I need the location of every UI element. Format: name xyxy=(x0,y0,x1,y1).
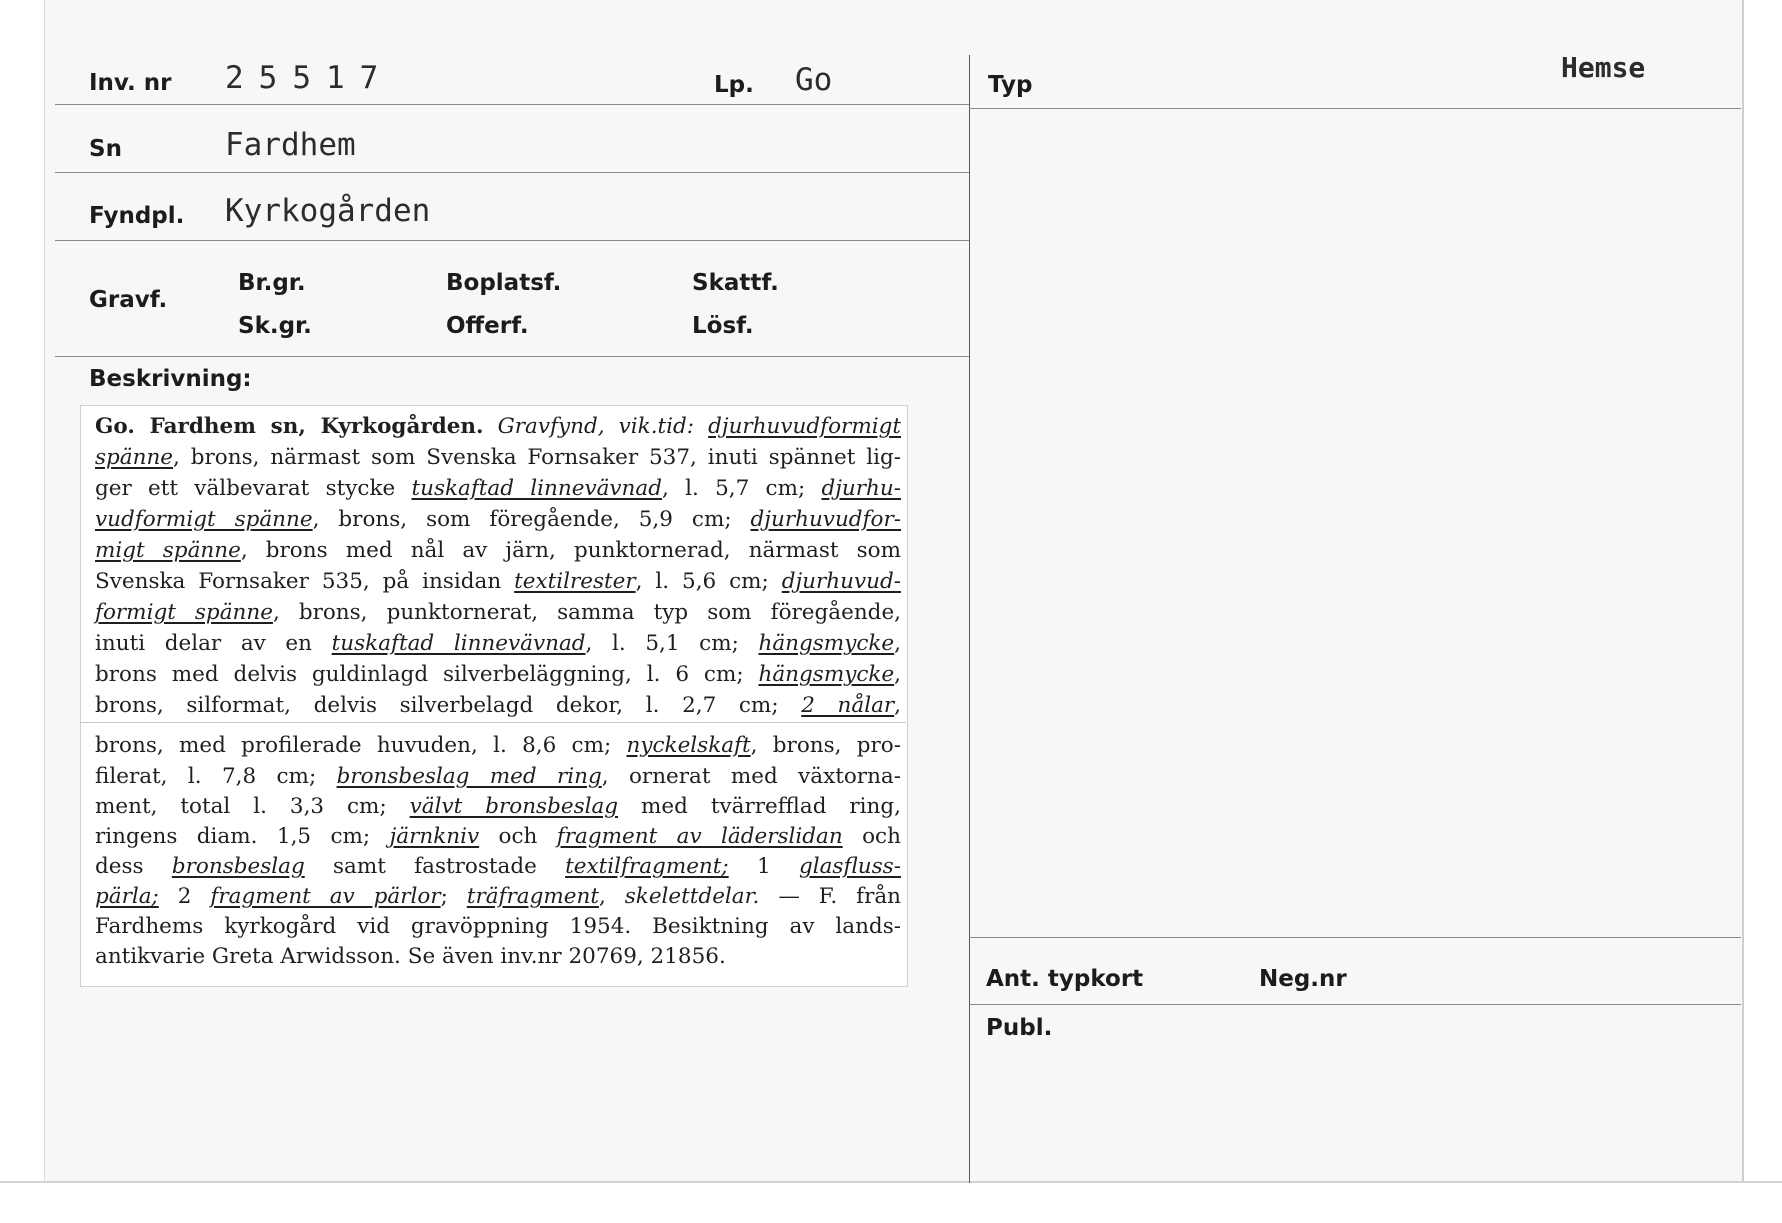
offerf-label: Offerf. xyxy=(446,313,529,339)
scan-right-margin xyxy=(1742,0,1782,1223)
scan-left-margin xyxy=(0,0,45,1223)
description-line-16: pärla; 2 fragment av pärlor; träfragment, skelettdelar. — F. från xyxy=(95,884,902,909)
description-line-17: Fardhems kyrkogård vid gravöppning 1954. Besiktning av lands- xyxy=(95,914,901,939)
typ-value: Hemse xyxy=(1561,51,1646,84)
description-line-5: migt spänne, brons med nål av järn, punktornerad, närmast som xyxy=(95,538,901,563)
description-line-10: brons, silformat, delvis silverbelagd dekor, l. 2,7 cm; 2 nålar, xyxy=(95,693,902,718)
inv-nr-value: 25517 xyxy=(225,60,394,96)
description-line-4: vudformigt spänne, brons, som föregående, 5,9 cm; djurhuvudfor- xyxy=(95,507,901,532)
typ-label: Typ xyxy=(988,72,1033,98)
lp-value: Go xyxy=(795,62,833,98)
description-line-14: ringens diam. 1,5 cm; järnkniv och fragment av läderslidan och xyxy=(95,824,901,849)
skattf-label: Skattf. xyxy=(692,270,779,296)
description-line-7: formigt spänne, brons, punktornerat, samma typ som föregående, xyxy=(95,600,901,625)
description-line-6: Svenska Fornsaker 535, på insidan textilrester, l. 5,6 cm; djurhuvud- xyxy=(95,569,901,594)
sn-label: Sn xyxy=(89,136,122,162)
beskrivning-label: Beskrivning: xyxy=(89,366,252,392)
description-line-9: brons med delvis guldinlagd silverbeläggning, l. 6 cm; hängsmycke, xyxy=(95,662,901,687)
rule-typ xyxy=(969,108,1741,109)
lp-label: Lp. xyxy=(714,72,754,98)
br-gr-label: Br.gr. xyxy=(238,270,306,296)
fyndpl-value: Kyrkogården xyxy=(225,193,431,229)
neg-nr-label: Neg.nr xyxy=(1259,966,1347,992)
description-line-15: dess bronsbeslag samt fastrostade textilfragment; 1 glasfluss- xyxy=(95,854,901,879)
description-line-8: inuti delar av en tuskaftad linnevävnad, l. 5,1 cm; hängsmycke, xyxy=(95,631,901,656)
boplatsf-label: Boplatsf. xyxy=(446,270,562,296)
rule-publ-top xyxy=(969,1004,1741,1005)
ant-typkort-label: Ant. typkort xyxy=(986,966,1144,992)
description-line-13: ment, total l. 3,3 cm; välvt bronsbeslag med tvärrefflad ring, xyxy=(95,794,902,819)
sn-value: Fardhem xyxy=(225,127,356,163)
column-divider xyxy=(969,55,970,1183)
inv-nr-label: Inv. nr xyxy=(89,70,172,96)
description-line-11: brons, med profilerade huvuden, l. 8,6 cm; nyckelskaft, brons, pro- xyxy=(95,733,902,758)
description-line-1: Go. Fardhem sn, Kyrkogården. Gravfynd, vik.tid: djurhuvudformigt xyxy=(95,414,901,439)
rule-ant-typkort-top xyxy=(969,937,1741,938)
description-line-2: spänne, brons, närmast som Svenska Fornsaker 537, inuti spännet lig- xyxy=(95,445,901,470)
rule-inv xyxy=(55,104,969,105)
rule-sn xyxy=(55,172,969,173)
scan-bottom-margin xyxy=(0,1181,1782,1223)
losf-label: Lösf. xyxy=(692,313,754,339)
description-line-3: ger ett välbevarat stycke tuskaftad linnevävnad, l. 5,7 cm; djurhu- xyxy=(95,476,901,501)
description-line-18: antikvarie Greta Arwidsson. Se även inv.nr 20769, 21856. xyxy=(95,944,726,969)
rule-fyndpl xyxy=(55,240,969,241)
gravf-label: Gravf. xyxy=(89,287,168,313)
sk-gr-label: Sk.gr. xyxy=(238,313,312,339)
fyndpl-label: Fyndpl. xyxy=(89,203,185,229)
description-line-12: filerat, l. 7,8 cm; bronsbeslag med ring, ornerat med växtorna- xyxy=(95,764,901,789)
rule-gravf xyxy=(55,356,969,357)
publ-label: Publ. xyxy=(986,1015,1053,1041)
